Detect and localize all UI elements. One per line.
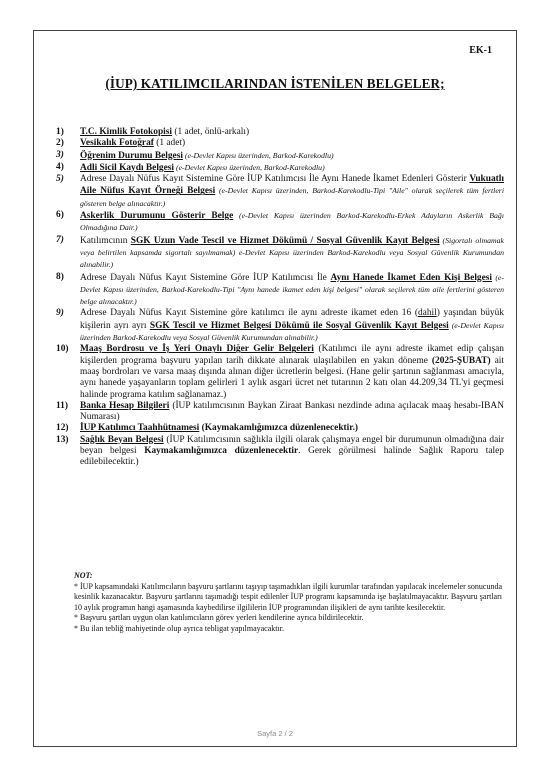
- item-number: 5): [56, 174, 64, 185]
- item-document-name: Vesikalık Fotoğraf: [80, 138, 154, 149]
- item-detail: (İUP Katılımcısının sağlıkla ilgili olarak çalışmaya engel bir durumunun olmadığına dair beyan belgesi: [80, 434, 504, 457]
- item-number: 11): [56, 400, 68, 411]
- item-document-name: SGK Tescil ve Hizmet Belgesi Dökümü ile Sosyal Güvenlik Kayıt Belgesi: [149, 320, 449, 331]
- item-number: 6): [56, 210, 64, 221]
- item-document-name: Aynı Hanede İkamet Eden Kişi Belgesi: [330, 272, 493, 283]
- item-document-name: T.C. Kimlik Fotokopisi: [80, 127, 173, 137]
- item-number: 7): [56, 234, 64, 245]
- item-number: 1): [56, 127, 64, 137]
- item-document-name: Maaş Bordrosu ve İş Yeri Onaylı Diğer Gelir Belgeleri: [80, 344, 314, 355]
- list-item: [56, 127, 504, 138]
- item-document-name: Adli Sicil Kaydı Belgesi: [80, 162, 175, 173]
- list-item: [56, 138, 504, 149]
- item-number: 3): [56, 149, 64, 160]
- item-detail: Adrese Dayalı Nüfus Kayıt Sistemine Göre İUP Katılımcısı İle: [80, 272, 331, 283]
- item-document-name: SGK Uzun Vade Tescil ve Hizmet Dökümü / Sosyal Güvenlik Kayıt Belgesi: [130, 235, 440, 246]
- item-document-name: Öğrenim Durumu Belgesi: [80, 150, 183, 161]
- note-line: * Bu ilan tebliğ mahiyetinde olup ayrıca tebligat yapılmayacaktır.: [74, 623, 284, 633]
- item-detail: (Katılımcı ile aynı adreste ikamet edip çalışan kişilerden programa başvuru yapılan tarih dikkate alınarak ulaşılabilen en yakın döneme: [80, 344, 504, 366]
- note-line: * İUP kapsamındaki Katılımcıların başvuru şartlarını taşıyıp taşımadıkları ilgili kurumlar tarafından yapılacak incelemeler sonucunda kesinlik kazanacaktır. Başvuru şartlarını taşımadığı tespit edilenler İUP programı kapsamında işe başlatılmayacaktır. Başvuru şartları 10 aylık programın hangi aşamasında kaybedilirse ilgililerin İUP programından ilişikleri de aynı tarihte kesilecektir.: [74, 581, 502, 612]
- item-detail: (e-Devlet Kapısı üzerinden Barkod-Karekodlu veya Sosyal Güvenlik Kurumundan alınabilir.): [80, 320, 504, 343]
- list-item: [56, 174, 504, 210]
- item-detail: . Gerek görülmesi halinde Sağlık Raporu talep edilebilecektir.): [80, 446, 504, 468]
- page-number: Sayfa 2 / 2: [257, 729, 293, 738]
- list-item: [56, 235, 504, 272]
- item-detail: (2025-ŞUBAT): [431, 355, 491, 366]
- list-item: [56, 308, 504, 344]
- item-detail: (e-Devlet Kapısı üzerinden, Barkod-Karekodlu): [174, 162, 325, 172]
- item-number: 12): [56, 423, 69, 434]
- item-detail: (Kaymakamlığımızca düzenlenecektir.): [199, 423, 359, 434]
- item-detail: (1 adet): [153, 138, 186, 149]
- item-number: 4): [56, 161, 64, 172]
- item-detail: Adrese Dayalı Nüfus Kayıt Sistemine Göre İUP Katılımcısı İle Aynı Hanede İkamet Edenleri Gösterir: [80, 174, 470, 185]
- item-detail: (e-Devlet Kapısı üzerinden, Barkod-Karekodlu-Tipi "Aynı hanede ikamet eden kişi belgesi" olarak seçilerek tüm aile fertlerini gösteren belge alınacaktır.): [80, 272, 504, 307]
- item-number: 9): [56, 308, 64, 319]
- item-detail: (e-Devlet Kapısı üzerinden, Barkod-Karekodlu-Tipi "Aile" olarak seçilerek tüm fertleri gösteren belge alınacaktır.): [80, 186, 504, 208]
- list-item: [56, 435, 504, 469]
- item-document-name: Vukuatlı Aile Nüfus Kayıt Örneği Belgesi: [80, 174, 504, 197]
- item-number: 8): [56, 271, 64, 282]
- note-line: * Başvuru şartları uygun olan katılımcıların görev yerleri kendilerine ayrıca bildirilecektir.: [74, 613, 364, 622]
- item-detail: Adrese Dayalı Nüfus Kayıt Sistemine göre katılımcı ile aynı adreste ikamet eden 16 (: [80, 308, 418, 319]
- item-detail: (Sigortalı olmamak veya belirtilen kapsamda sigortalı sayılmamak) e-Devlet Kapısı üzerinden Barkod-Karekodlu veya Sosyal Güvenlik Kurumundan alınabilir.): [80, 235, 504, 270]
- item-number: 2): [56, 138, 64, 149]
- item-number: 13): [56, 434, 69, 445]
- item-detail: (e-Devlet Kapısı üzerinden Barkod-Karekodlu-Erkek Adayların Askerlik Bağı Olmadığına Dair.): [80, 211, 504, 233]
- item-detail: ait maaş bordroları ve varsa maaş dışında alınan diğer ücretlerin belgesi. (Hane gelir şartının sağlanması amacıyla, aynı hanede yaşayanların toplam gelirleri 1 aylık asgari ücret net tutarının 2 katı olan 44.209,34 TL'yi geçmesi halinde programa katılım sağlanamaz.): [80, 355, 504, 400]
- item-detail: Kaymakamlığımızca düzenlenecektir: [144, 446, 299, 457]
- item-detail: (İUP katılımcısının Baykan Ziraat Bankası nezdinde adına açılacak maaş hesabı-IBAN Numarası): [80, 400, 504, 423]
- item-detail: (1 adet, önlü-arkalı): [172, 127, 250, 137]
- item-detail: Katılımcının: [80, 235, 131, 246]
- note-section: [74, 571, 502, 634]
- required-documents-list: [56, 127, 504, 469]
- item-detail: (e-Devlet Kapısı üzerinden, Barkod-Karekodlu): [182, 150, 334, 160]
- document-page: [33, 30, 517, 747]
- list-item: [56, 210, 504, 235]
- list-item: [56, 150, 504, 162]
- list-item: [56, 401, 504, 424]
- item-document-name: Askerlik Durumunu Gösterir Belge: [80, 211, 234, 222]
- list-item: [56, 423, 504, 434]
- list-item: [56, 162, 504, 174]
- item-number: 10): [56, 344, 69, 355]
- item-document-name: Sağlık Beyan Belgesi: [80, 434, 164, 445]
- item-detail: ) yaşından büyük kişilerin ayrı ayrı: [80, 308, 504, 331]
- item-document-name: İUP Katılımcı Taahhütnamesi: [80, 423, 200, 434]
- list-item: [56, 344, 504, 400]
- page-title: (İUP) KATILIMCILARINDAN İSTENİLEN BELGELER;: [105, 76, 445, 91]
- note-heading: NOT:: [74, 571, 93, 580]
- list-item: [56, 272, 504, 309]
- item-document-name: Banka Hesap Bilgileri: [80, 400, 170, 411]
- document-code: EK-1: [469, 45, 492, 56]
- item-detail: dahil: [417, 308, 437, 319]
